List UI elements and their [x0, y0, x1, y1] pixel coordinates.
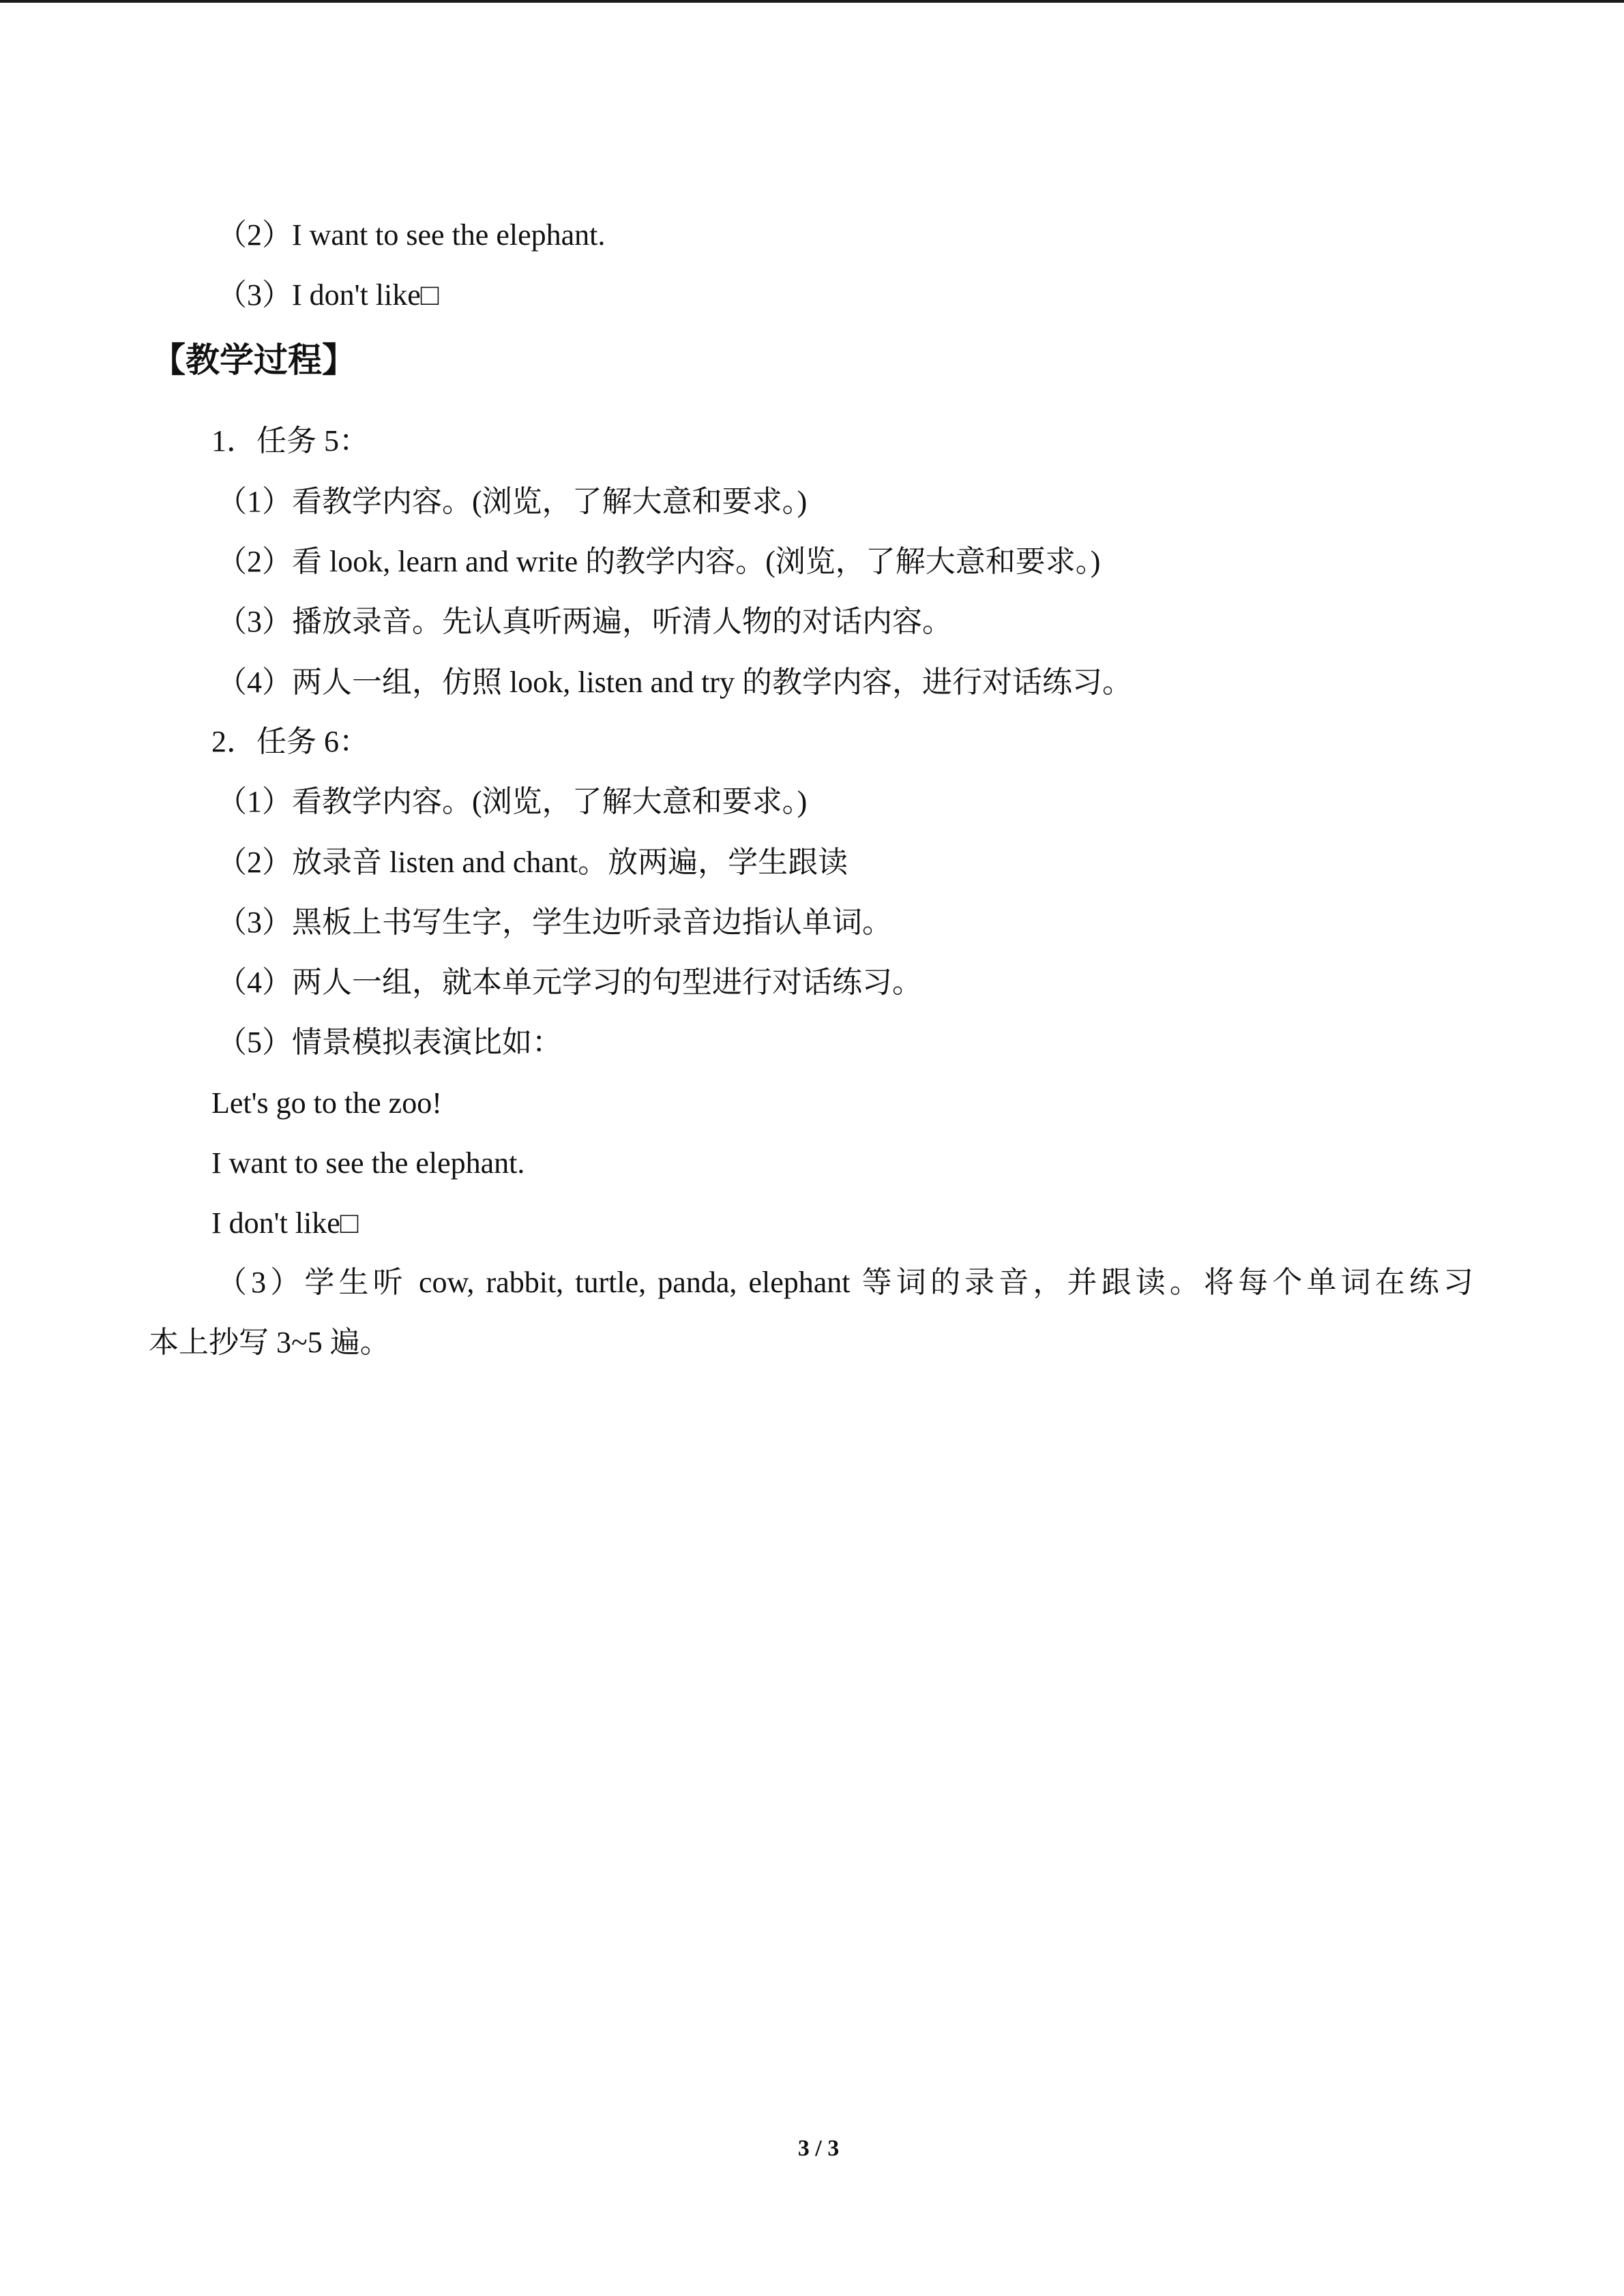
task-step: （4）两人一组，就本单元学习的句型进行对话练习。: [217, 966, 922, 999]
section-heading: 【教学过程】: [151, 340, 356, 380]
page-number: 3 / 3: [797, 2136, 840, 2161]
dialogue-line: Let's go to the zoo!: [211, 1086, 442, 1120]
task-step: （3）播放录音。先认真听两遍，听清人物的对话内容。: [217, 605, 952, 638]
task-step: （5）情景模拟表演比如：: [217, 1026, 562, 1059]
task-step: （3）黑板上书写生字，学生边听录音边指认单词。: [217, 906, 892, 939]
text-line: （3）I don't like□: [217, 278, 439, 312]
task-step: （1）看教学内容。(浏览，了解大意和要求。): [217, 485, 808, 518]
closing-paragraph-line: （3）学生听 cow, rabbit, turtle, panda, elephant 等词的录音，并跟读。将每个单词在练习: [217, 1266, 1473, 1299]
task-title: 2．任务 6：: [211, 725, 369, 758]
task-step: （1）看教学内容。(浏览，了解大意和要求。): [217, 785, 808, 818]
closing-paragraph-line: 本上抄写 3~5 遍。: [149, 1326, 390, 1359]
task-step: （4）两人一组，仿照 look, listen and try 的教学内容，进行对话练习。: [217, 666, 1132, 699]
task-title: 1．任务 5：: [211, 424, 369, 458]
text-line: （2）I want to see the elephant.: [217, 218, 606, 252]
dialogue-line: I want to see the elephant.: [211, 1146, 525, 1180]
dialogue-line: I don't like□: [211, 1206, 359, 1240]
task-step: （2）放录音 listen and chant。放两遍，学生跟读: [217, 846, 848, 879]
task-step: （2）看 look, learn and write 的教学内容。(浏览，了解大意和要求。): [217, 545, 1101, 578]
page-top-border: [0, 0, 1624, 3]
